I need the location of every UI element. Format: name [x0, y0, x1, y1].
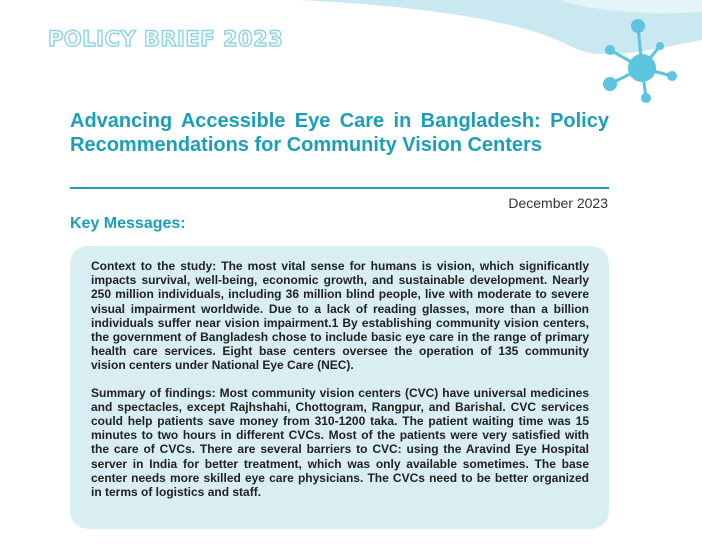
policy-brief-label: POLICY BRIEF 2023 — [48, 27, 284, 51]
page-title: Advancing Accessible Eye Care in Bangladesh: Policy Recommendations for Community Vision Centers — [70, 110, 609, 156]
key-messages-box — [70, 246, 609, 529]
title-divider — [70, 187, 609, 189]
key-messages-heading: Key Messages: — [70, 215, 186, 232]
findings-paragraph: Summary of findings: Most community vision centers (CVC) have universal medicines and spectacles, except Rajhshahi, Chottogram, Rangpur, and Barishal. CVC services could help patients save money from 310-1200 taka. The patient waiting time was 15 minutes to two hours in different CVCs. Most of the patients were very satisfied with the care of CVCs. There are several barriers to CVC: using the Aravind Eye Hospital server in India for better treatment, which was only available sometimes. The base center needs more skilled eye care physicians. The CVCs need to be better organized in terms of logistics and staff. — [91, 385, 589, 500]
context-paragraph: Context to the study: The most vital sense for humans is vision, which significantly impacts survival, well-being, economic growth, and sustainable development. Nearly 250 million individuals, including 36 million blind people, live with moderate to severe visual impairment worldwide. Due to a lack of reading glasses, more than a billion individuals suffer near vision impairment.1 By establishing community vision centers, the government of Bangladesh chose to include basic eye care in the range of primary health care services. Eight base centers oversee the operation of 135 community vision centers under National Eye Care (NEC). — [91, 259, 589, 373]
publication-date: December 2023 — [508, 195, 608, 211]
molecule-icon — [588, 12, 688, 112]
